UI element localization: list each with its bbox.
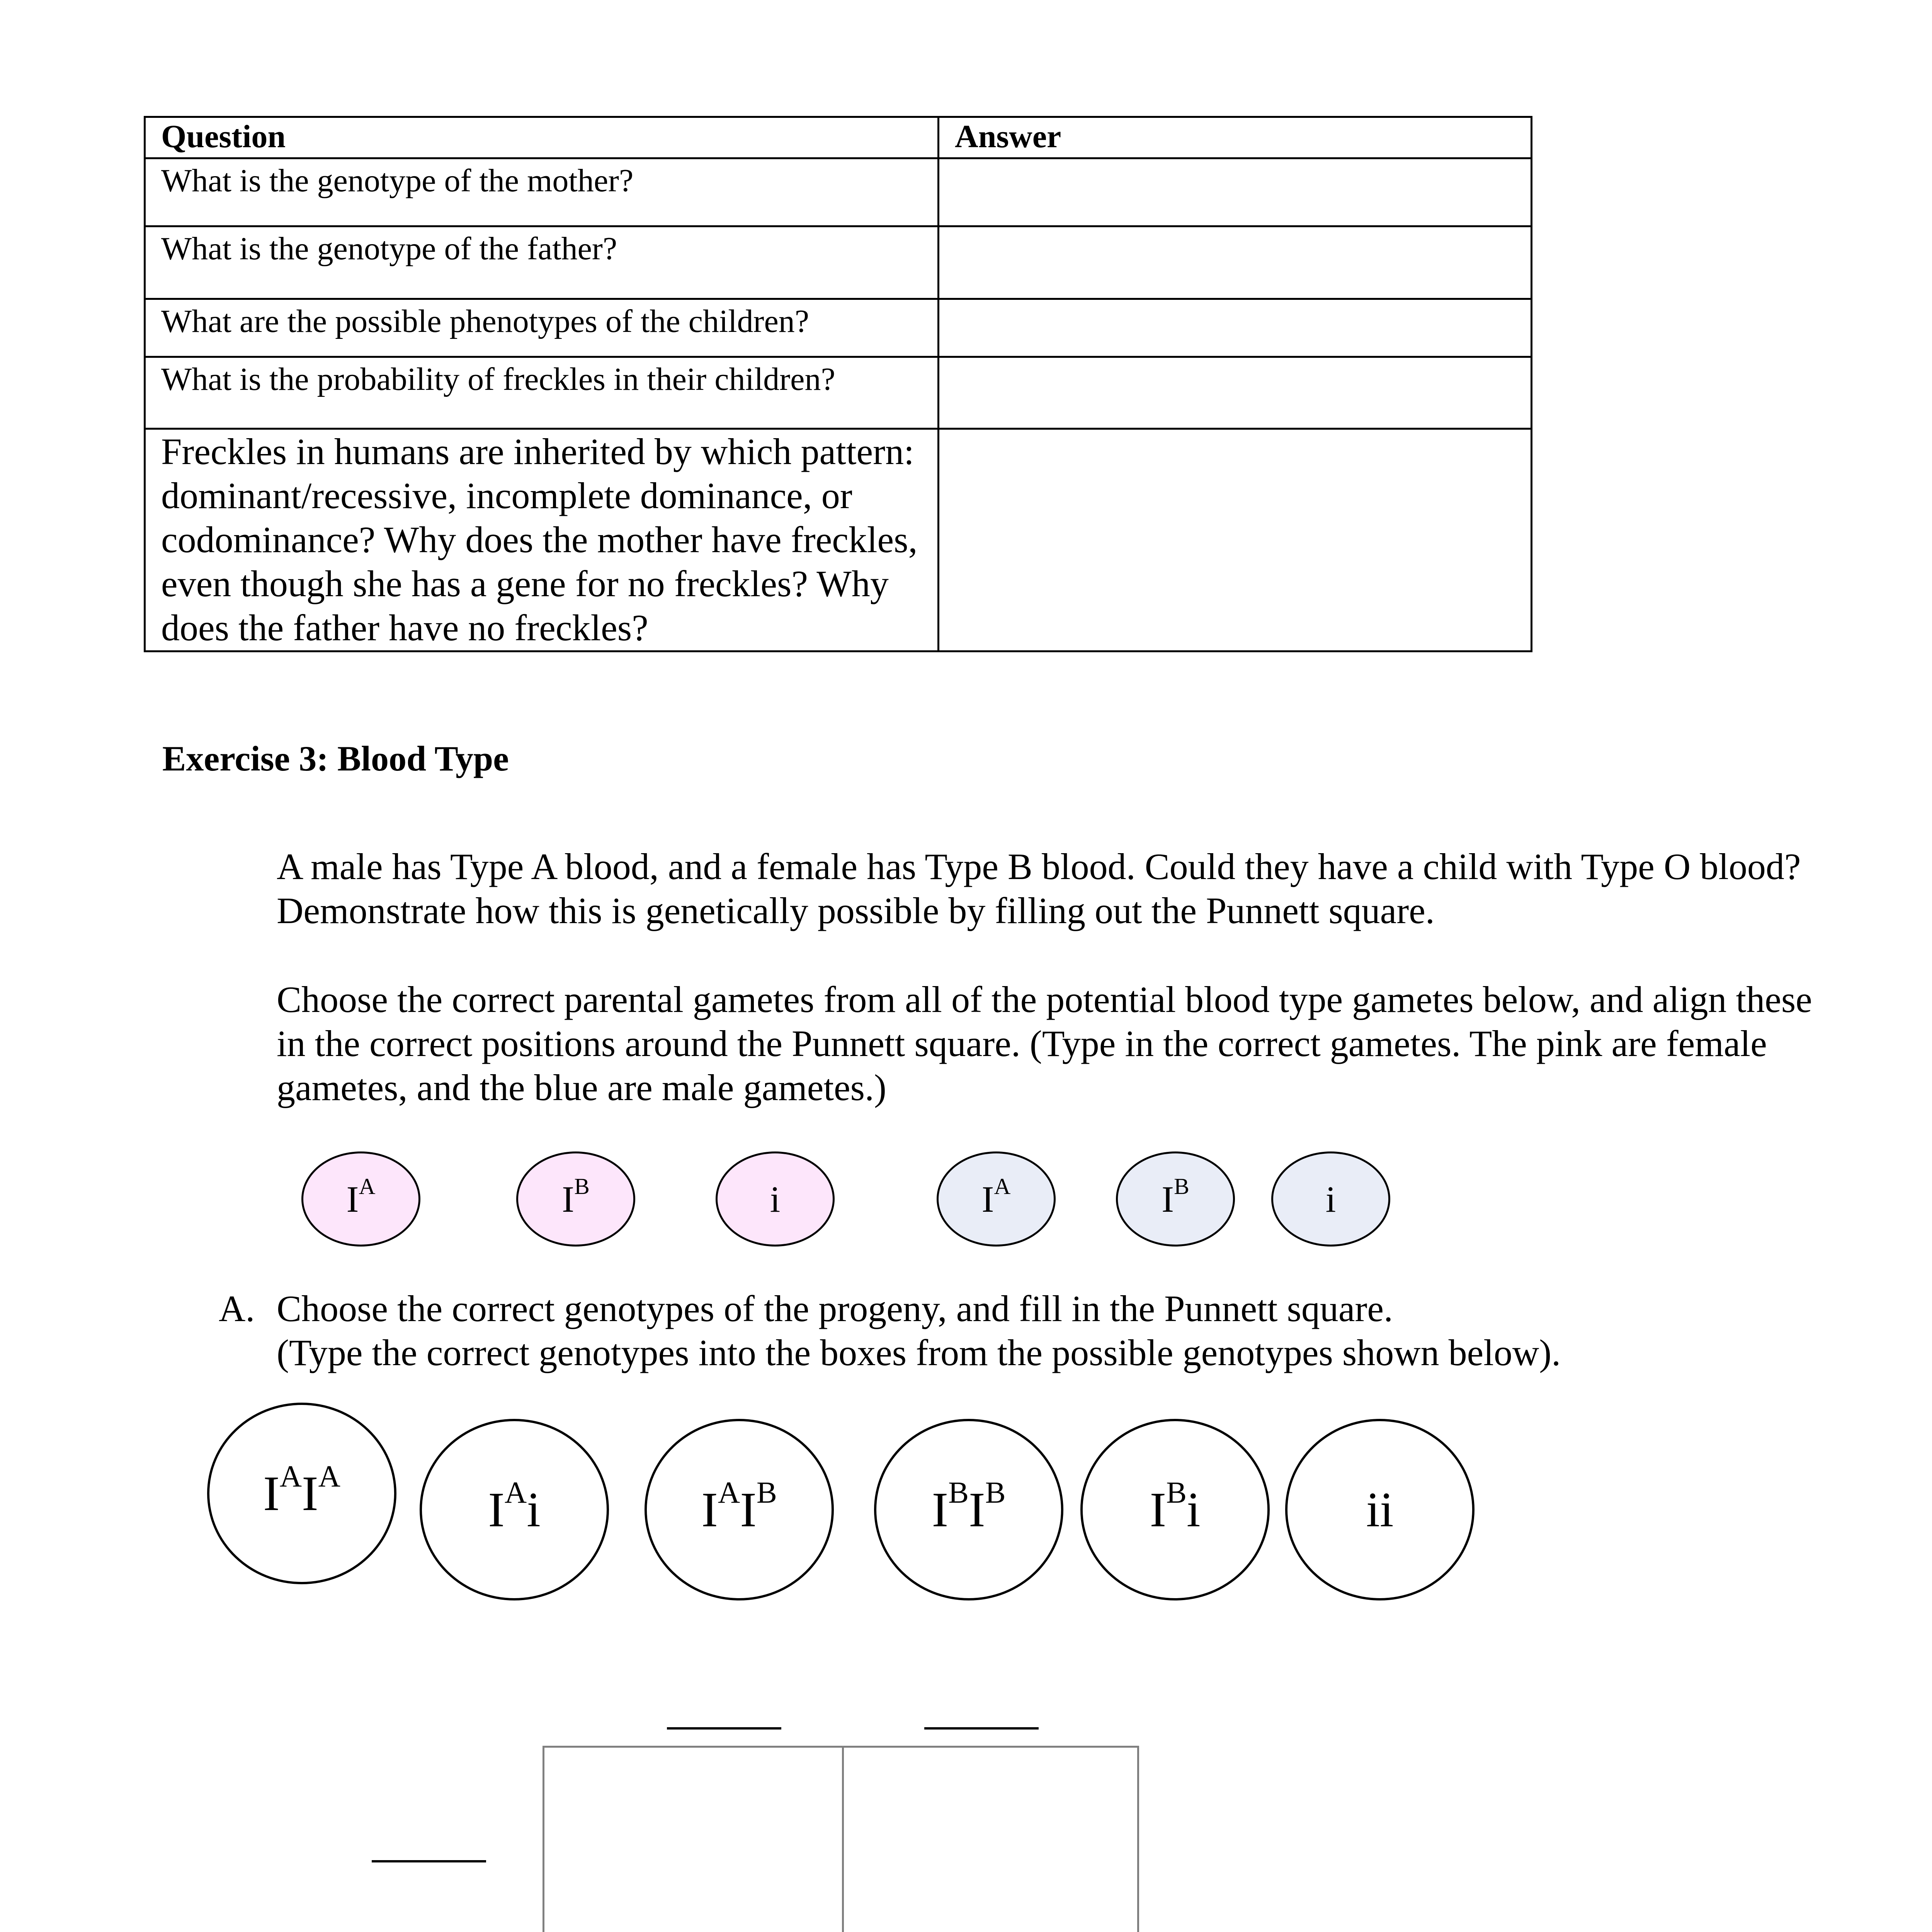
genotype-part: I (488, 1482, 505, 1537)
answer-cell[interactable] (939, 158, 1532, 226)
female-gamete[interactable]: I $^B$ (516, 1151, 635, 1247)
exercise-title: Exercise 3: Blood Type (162, 739, 509, 778)
female-gamete[interactable]: I $^A$ (301, 1151, 420, 1247)
step-a-marker: A. (219, 1288, 255, 1329)
answer-header: Answer (939, 117, 1532, 158)
gamete-base: I (346, 1178, 359, 1220)
genotype-part: I (701, 1482, 718, 1537)
question-answer-table (144, 116, 1532, 652)
genotype-circle[interactable]: I $^B$ i (1080, 1419, 1270, 1600)
male-gamete[interactable]: I $^A$ (937, 1151, 1056, 1247)
step-a-line-2: (Type the correct genotypes into the boxes from the possible genotypes shown below). (277, 1332, 1561, 1373)
top-gamete-blank-2[interactable] (924, 1727, 1039, 1730)
table-header-row (145, 117, 1532, 158)
genotype-circle[interactable] (1285, 1419, 1475, 1600)
question-cell: What is the genotype of the mother? (145, 158, 939, 226)
question-header: Question (145, 117, 939, 158)
gamete-base: I (562, 1178, 575, 1220)
answer-cell[interactable] (939, 299, 1532, 357)
table-row (145, 429, 1532, 651)
table-row (145, 357, 1532, 429)
genotype-circle[interactable]: I $^A$ I $^A$ (207, 1403, 396, 1584)
punnett-cell-top-left[interactable] (544, 1748, 842, 1932)
question-cell: Freckles in humans are inherited by which pattern: dominant/recessive, incomplete dominance, or codominance? Why does the mother have freckles, even though she has a gene for no freckles? Why does the father have no freckles? (145, 429, 939, 651)
question-cell: What are the possible phenotypes of the children? (145, 299, 939, 357)
genotype-part: i (527, 1482, 541, 1537)
female-gamete[interactable] (716, 1151, 835, 1247)
question-cell: What is the genotype of the father? (145, 226, 939, 299)
answer-cell[interactable] (939, 226, 1532, 299)
genotype-circle[interactable]: I $^B$ I $^B$ (874, 1419, 1063, 1600)
question-cell: What is the probability of freckles in their children? (145, 357, 939, 429)
gamete-base: I (1162, 1178, 1174, 1220)
genotype-circle[interactable]: I $^A$ i (420, 1419, 609, 1600)
step-a-line-1: Choose the correct genotypes of the progeny, and fill in the Punnett square. (277, 1288, 1393, 1329)
table-row (145, 299, 1532, 357)
answer-cell[interactable] (939, 429, 1532, 651)
genotype-part: I (969, 1482, 985, 1537)
exercise-instructions: Choose the correct parental gametes from all of the potential blood type gametes below, and align these in the correct positions around the Punnett square. (Type in the correct gametes. The pink are female gametes, and the blue are male gametes.) (277, 979, 1812, 1108)
answer-cell[interactable] (939, 357, 1532, 429)
male-gamete[interactable]: I $^B$ (1116, 1151, 1235, 1247)
genotype-part: I (740, 1482, 757, 1537)
genotype-part: ii (1366, 1482, 1394, 1537)
gamete-base: i (1325, 1178, 1336, 1220)
genotype-part: i (1187, 1482, 1201, 1537)
genotype-circle[interactable]: I $^A$ I $^B$ (645, 1419, 834, 1600)
gamete-base: I (981, 1178, 994, 1220)
top-gamete-blank-1[interactable] (667, 1727, 781, 1730)
genotype-part: I (302, 1466, 318, 1521)
genotype-part: I (1150, 1482, 1167, 1537)
punnett-cell-top-right[interactable] (844, 1748, 1139, 1932)
genotype-part: I (263, 1466, 280, 1521)
punnett-square (543, 1746, 1139, 1932)
table-row (145, 158, 1532, 226)
genotype-part: I (932, 1482, 949, 1537)
male-gamete[interactable] (1271, 1151, 1390, 1247)
gamete-base: i (770, 1178, 781, 1220)
exercise-intro: A male has Type A blood, and a female has Type B blood. Could they have a child with Type O blood? Demonstrate how this is genetically possible by filling out the Punnett square. (277, 846, 1801, 931)
left-gamete-blank-1[interactable] (372, 1860, 486, 1862)
table-row (145, 226, 1532, 299)
